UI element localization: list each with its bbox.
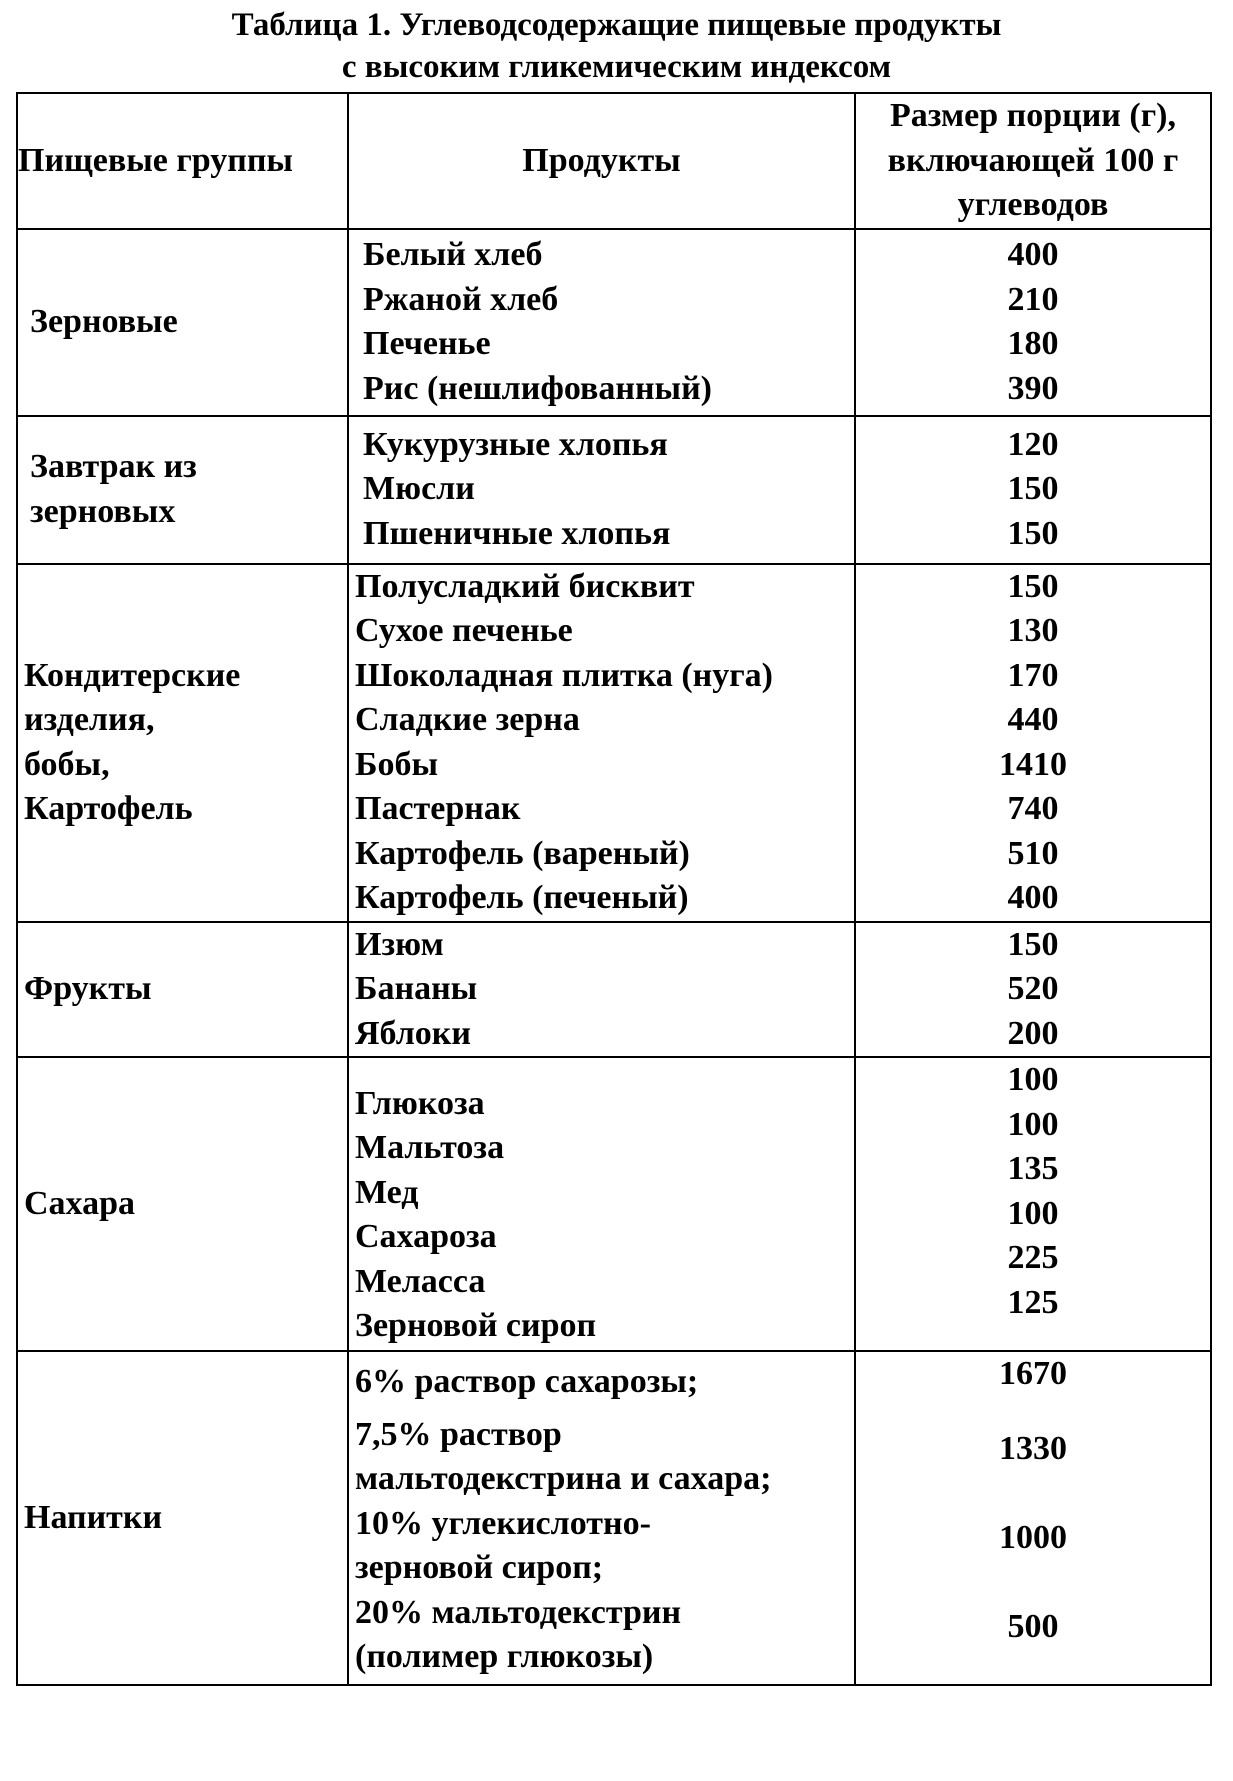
portion-values-cell: [855, 416, 1211, 564]
product-item: 10% углекислотно-: [355, 1504, 651, 1542]
product-item: (полимер глюкозы): [355, 1638, 654, 1675]
portion-values-cell: [855, 564, 1211, 922]
product-item: 20% мальтодекстрин: [355, 1593, 682, 1631]
portion-value: 100: [1007, 1194, 1059, 1232]
portion-value: 1330: [999, 1430, 1067, 1467]
product-item: Пшеничные хлопья: [363, 514, 671, 552]
portion-value: 440: [1007, 701, 1059, 738]
spacer: [355, 1405, 854, 1413]
portion-value: 180: [1007, 325, 1059, 362]
product-item: Картофель (печеный): [355, 879, 689, 916]
portion-values-cell: [855, 1057, 1211, 1351]
product-item: зерновой сироп;: [355, 1549, 604, 1586]
products-cell: [348, 1351, 855, 1685]
portion-value: 150: [1007, 470, 1059, 508]
product-item: Ржаной хлеб: [363, 280, 559, 318]
food-group-label: Картофель: [24, 790, 193, 827]
food-group-cell: [17, 416, 348, 564]
product-item: Картофель (вареный): [355, 834, 690, 872]
portion-value: 740: [1007, 790, 1059, 827]
portion-value: 400: [1007, 879, 1059, 916]
portion-value: 170: [1007, 656, 1059, 694]
product-item: 7,5% раствор: [355, 1415, 562, 1453]
header-row: [17, 93, 1211, 229]
portion-value: 400: [1007, 236, 1059, 273]
products-cell: [348, 564, 855, 922]
portion-value: 150: [1007, 925, 1059, 963]
product-item: мальтодекстрина и сахара;: [355, 1460, 772, 1497]
portion-values-cell: [855, 1351, 1211, 1685]
product-item: Пастернак: [355, 790, 521, 827]
table-row: [17, 1351, 1211, 1685]
product-item: Мед: [355, 1173, 419, 1211]
product-item: Мюсли: [363, 470, 475, 508]
food-group-label: Напитки: [24, 1498, 163, 1536]
portion-value: 1410: [999, 745, 1067, 783]
food-group-label: Кондитерские: [24, 656, 241, 694]
food-group-cell: [17, 1057, 348, 1351]
portion-value: 390: [1007, 369, 1059, 407]
product-item: Бобы: [355, 745, 439, 783]
header-portion-line: углеводов: [957, 186, 1109, 223]
header-portion-line: включающей 100 г: [887, 141, 1179, 179]
food-group-label: изделия,: [24, 701, 155, 738]
portion-value: 1670: [999, 1355, 1067, 1392]
caption-line-1: Таблица 1. Углеводсодержащие пищевые продукты: [231, 7, 1002, 43]
product-item: Шоколадная плитка (нуга): [355, 656, 773, 694]
product-item: Меласса: [355, 1262, 486, 1300]
portion-value: 135: [1007, 1150, 1059, 1187]
portion-value: 150: [1007, 514, 1059, 552]
product-item: Яблоки: [355, 1014, 471, 1052]
caption-line-2: с высоким гликемическим индексом: [341, 49, 892, 85]
table-row: [17, 564, 1211, 922]
products-cell: [348, 1057, 855, 1351]
food-group-label: Завтрак из: [30, 448, 197, 485]
portion-values-cell: [855, 922, 1211, 1058]
product-item: Сахароза: [355, 1218, 497, 1255]
portion-value: 125: [1007, 1283, 1059, 1321]
portion-value: 100: [1007, 1061, 1059, 1098]
portion-value: 200: [1007, 1014, 1059, 1052]
product-item: Сухое печенье: [355, 612, 573, 649]
food-group-label: бобы,: [24, 745, 110, 783]
portion-value: 510: [1007, 834, 1059, 872]
products-cell: [348, 416, 855, 564]
product-item: Сладкие зерна: [355, 701, 580, 738]
food-group-cell: [17, 229, 348, 416]
product-item: Кукурузные хлопья: [363, 425, 668, 463]
table-row: [17, 229, 1211, 416]
product-item: Бананы: [355, 970, 478, 1007]
food-group-cell: [17, 1351, 348, 1685]
portion-values-cell: [855, 229, 1211, 416]
product-item: Полусладкий бисквит: [355, 567, 695, 605]
table-row: [17, 416, 1211, 564]
table-row: [17, 1057, 1211, 1351]
product-item: Печенье: [363, 325, 491, 362]
table-row: [17, 922, 1211, 1058]
product-item: Мальтоза: [355, 1129, 505, 1166]
portion-value: 130: [1007, 612, 1059, 649]
food-group-label: Зерновые: [30, 302, 178, 340]
product-item: Изюм: [355, 925, 444, 963]
product-item: 6% раствор сахарозы;: [355, 1363, 699, 1400]
portion-value: 1000: [999, 1519, 1067, 1556]
products-cell: [348, 922, 855, 1058]
food-group-label: Фрукты: [24, 970, 152, 1007]
products-cell: [348, 229, 855, 416]
food-group-label: зерновых: [30, 492, 176, 530]
table-caption: [0, 4, 1233, 88]
food-group-label: Сахара: [24, 1184, 136, 1222]
portion-value: 100: [1007, 1105, 1059, 1143]
portion-value: 210: [1007, 280, 1059, 318]
product-item: Белый хлеб: [363, 236, 543, 273]
product-item: Рис (нешлифованный): [363, 369, 712, 407]
product-item: Зерновой сироп: [355, 1307, 597, 1344]
portion-value: 520: [1007, 970, 1059, 1007]
portion-value: 120: [1007, 425, 1059, 463]
food-group-cell: [17, 922, 348, 1058]
portion-value: 500: [1007, 1608, 1059, 1645]
header-products: Продукты: [348, 93, 855, 229]
portion-value: 150: [1007, 567, 1059, 605]
product-item: Глюкоза: [355, 1084, 485, 1122]
header-portion-line: Размер порции (г),: [890, 97, 1176, 134]
food-group-cell: [17, 564, 348, 922]
header-portion-size: [855, 93, 1211, 229]
portion-value: 225: [1007, 1239, 1059, 1276]
header-food-groups: Пищевые группы: [17, 93, 348, 229]
glycemic-table: [16, 92, 1212, 1686]
